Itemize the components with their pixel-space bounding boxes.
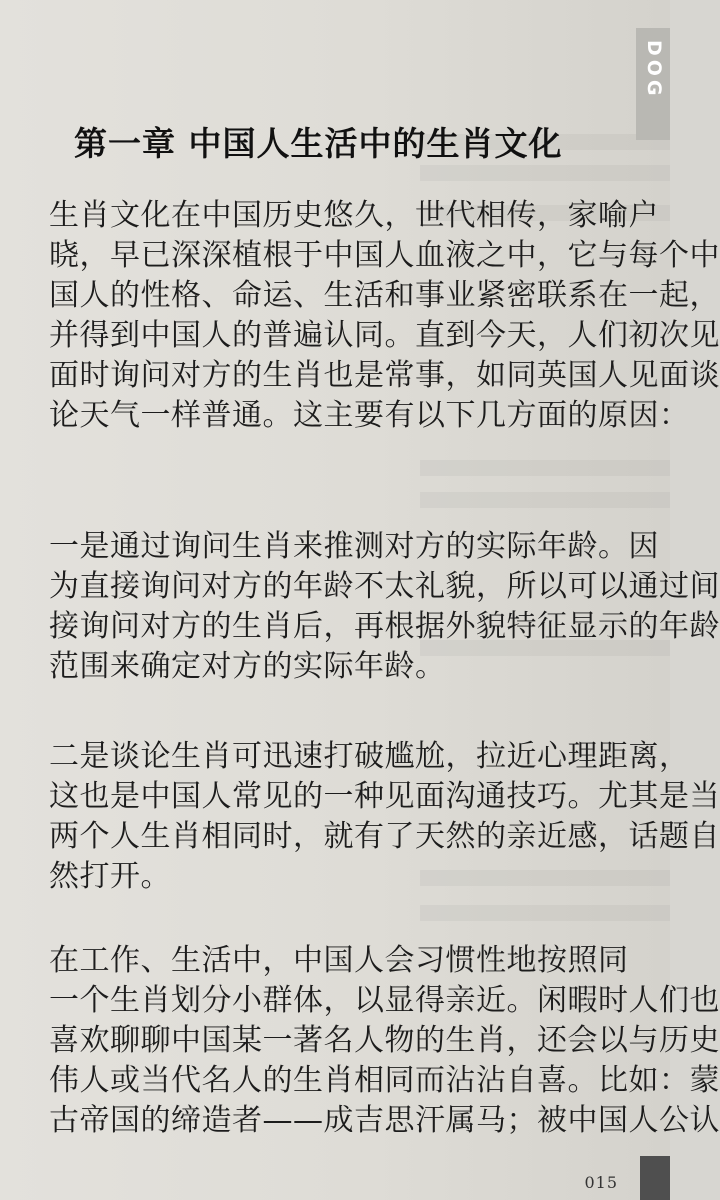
paragraph [49,737,720,897]
text-line: 国人的性格、命运、生活和事业紧密联系在一起， [49,278,720,313]
text-line: 然打开。 [49,859,171,894]
corner-tab [640,1156,670,1200]
text-line: 范围来确定对方的实际年龄。 [49,649,446,684]
text-line: 一个生肖划分小群体，以显得亲近。闲暇时人们也 [49,983,720,1018]
text-line: 论天气一样普通。这主要有以下几方面的原因： [49,398,690,433]
text-line: 晓，早已深深植根于中国人血液之中，它与每个中 [49,238,720,273]
page-footer [0,1160,670,1200]
bleed-through-text [420,460,670,476]
paragraph [49,196,720,436]
bleed-through-text [420,165,670,181]
text-line: 一是通过询问生肖来推测对方的实际年龄。因 [49,529,659,564]
bleed-through-text [420,905,670,921]
text-line: 两个人生肖相同时，就有了天然的亲近感，话题自 [49,819,720,854]
text-line: 伟人或当代名人的生肖相同而沾沾自喜。比如：蒙 [49,1063,720,1098]
bleed-through-text [420,492,670,508]
text-line: 面时询问对方的生肖也是常事，如同英国人见面谈 [49,358,720,393]
text-line: 二是谈论生肖可迅速打破尴尬，拉近心理距离， [49,739,690,774]
text-line: 接询问对方的生肖后，再根据外貌特征显示的年龄 [49,609,720,644]
text-line: 为直接询问对方的年龄不太礼貌，所以可以通过间 [49,569,720,604]
text-line: 古帝国的缔造者——成吉思汗属马；被中国人公认 [49,1103,720,1138]
text-line: 生肖文化在中国历史悠久，世代相传，家喻户 [49,198,659,233]
text-line: 这也是中国人常见的一种见面沟通技巧。尤其是当 [49,779,720,814]
chapter-title: 第一章 中国人生活中的生肖文化 [74,124,563,163]
text-line: 喜欢聊聊中国某一著名人物的生肖，还会以与历史 [49,1023,720,1058]
section-tab-label: DOG [643,40,665,100]
paragraph [49,527,720,687]
text-line: 在工作、生活中，中国人会习惯性地按照同 [49,943,629,978]
page-number: 015 [584,1173,618,1192]
text-line: 并得到中国人的普遍认同。直到今天，人们初次见 [49,318,720,353]
paragraph [49,941,720,1141]
